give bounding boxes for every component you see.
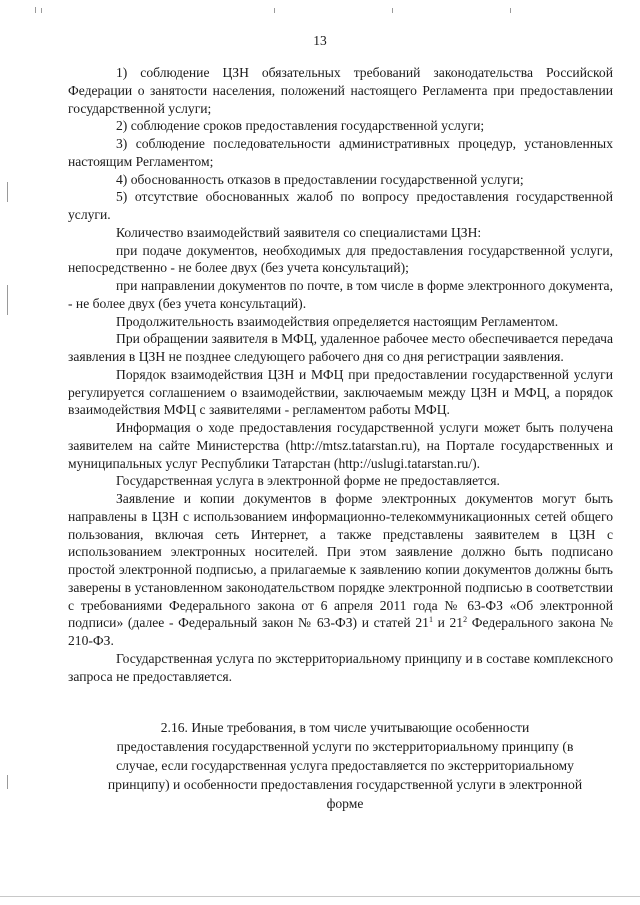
scan-mark (510, 8, 511, 13)
paragraph-no-electronic: Государственная услуга в электронной форме не предоставляется. (116, 473, 500, 489)
subsection-heading (84, 718, 606, 813)
scan-mark (41, 8, 42, 13)
electronic-text: Заявление и копии документов в форме электронных документов могут быть направлены в ЦЗН с использованием информационно-телекоммуникационных сетей общего пользования, включая сеть Интернет, а также представлены заявителем в ЦЗН с использованием электронных носителей. При этом заявление должно быть подписано простой электронной подписью, а прилагаемые к заявлению копии документов должны быть заверены в установленном законодательством порядке электронной подписью в соответствии с требованиями Федерального закона от 6 апреля 2011 года № 63-ФЗ «Об электронной подписи» (далее - Федеральный закон № 63-ФЗ) и статей 21 (68, 491, 613, 631)
paragraph-progress-info: Информация о ходе предоставления государственной услуги может быть получена заявителем на сайте Министерства (http://mtsz.tatarstan.ru), на Портале государственных и муниципальных услуг Республики Татарстан (http://uslugi.tatarstan.ru/). (68, 420, 613, 471)
heading-line: предоставления государственной услуги по экстерриториальному принципу (в (116, 739, 574, 754)
paragraph-extraterritorial: Государственная услуга по экстерриториальному принципу и в составе комплексного запроса не предоставляется. (68, 650, 613, 684)
paragraph-complaints: 5) отсутствие обоснованных жалоб по вопросу предоставления государственной услуги. (68, 189, 613, 222)
heading-line: форме (326, 796, 364, 811)
scan-mark (392, 8, 393, 13)
paragraph-electronic-documents (68, 490, 613, 650)
paragraph-refusals: 4) обоснованность отказов в предоставлении государственной услуги; (116, 171, 524, 187)
paragraph-duration: Продолжительность взаимодействия определяется настоящим Регламентом. (116, 313, 559, 329)
superscript: 2 (463, 615, 468, 625)
heading-line: принципу) и особенности предоставления государственной услуги в электронной (107, 777, 583, 792)
paragraph-submission-direct: при подаче документов, необходимых для предоставления государственной услуги, непосредственно - не более двух (без учета консультаций); (68, 242, 613, 276)
scan-mark (7, 182, 8, 202)
superscript: 1 (428, 615, 433, 625)
heading-line: 2.16. Иные требования, в том числе учитывающие особенности (160, 720, 530, 735)
paragraph-deadlines: 2) соблюдение сроков предоставления государственной услуги; (116, 118, 485, 134)
document-body (68, 64, 613, 685)
electronic-text: Федерального закона № 210-ФЗ. (68, 615, 614, 648)
paragraph-mfc-transfer: При обращении заявителя в МФЦ, удаленное рабочее место обеспечивается передача заявления в ЦЗН не позднее следующего рабочего дня со дня регистрации заявления. (68, 331, 613, 364)
electronic-text: и 21 (432, 615, 464, 631)
paragraph-submission-mail: при направлении документов по почте, в том числе в форме электронного документа, - не более двух (без учета консультаций). (68, 278, 613, 311)
scan-mark (0, 896, 640, 897)
paragraph-compliance-law: 1) соблюдение ЦЗН обязательных требований законодательства Российской Федерации о занятости населения, положений настоящего Регламента при предоставлении государственной услуги; (68, 65, 613, 116)
paragraph-interactions-count: Количество взаимодействий заявителя со специалистами ЦЗН: (116, 224, 482, 240)
page-number: 13 (313, 33, 327, 48)
scan-mark (7, 775, 8, 789)
scan-mark (35, 7, 36, 13)
heading-line: случае, если государственная услуга предоставляется по экстерриториальному (116, 758, 574, 773)
paragraph-procedures: 3) соблюдение последовательности административных процедур, установленных настоящим Регламентом; (68, 136, 613, 169)
scan-mark (7, 285, 8, 315)
scan-mark (274, 8, 275, 13)
paragraph-mfc-procedure: Порядок взаимодействия ЦЗН и МФЦ при предоставлении государственной услуги регулируется соглашением о взаимодействии, заключаемым между ЦЗН и МФЦ, а порядок взаимодействия МФЦ с заявителями - регламентом работы МФЦ. (68, 366, 613, 418)
